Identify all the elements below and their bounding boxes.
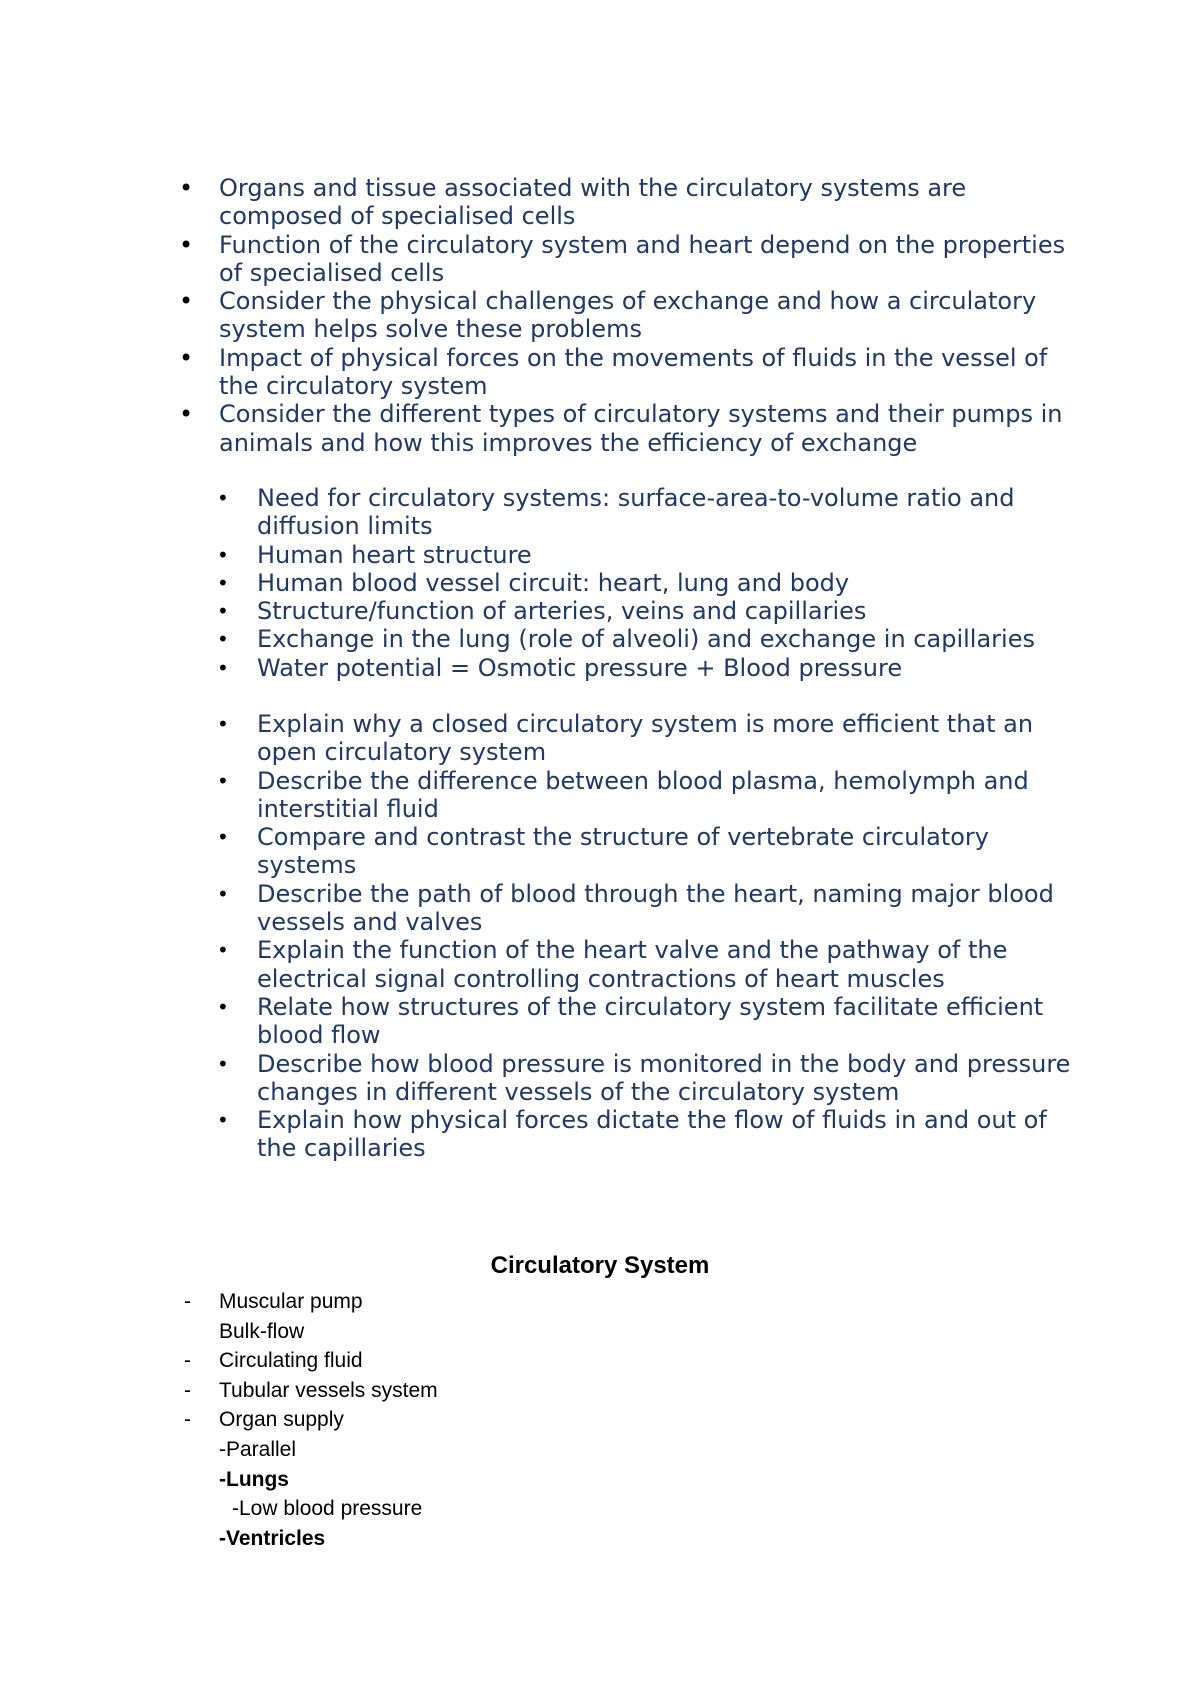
list-item <box>179 174 1079 231</box>
bullet-icon: • <box>217 994 229 1019</box>
list-item <box>217 766 1087 824</box>
topic-text: Structure/function of arteries, veins and capillaries <box>257 597 867 626</box>
note-text: -Low blood pressure <box>232 1497 423 1521</box>
note-text: -Parallel <box>219 1437 297 1461</box>
list-item <box>217 597 1087 626</box>
list-item <box>184 1346 884 1376</box>
bullet-icon: • <box>217 599 229 624</box>
bullet-icon: • <box>217 881 229 906</box>
list-item <box>184 1524 884 1554</box>
list-item <box>184 1317 884 1347</box>
objective-text: Consider the physical challenges of exchange and how a circulatory system helps solve these problems <box>219 287 1037 344</box>
task-text: Describe how blood pressure is monitored in the body and pressure changes in different vessels of the circulatory system <box>257 1049 1071 1106</box>
list-item <box>184 1494 884 1524</box>
objectives-list <box>179 174 1079 457</box>
notes-list <box>184 1287 884 1553</box>
list-item <box>217 879 1087 937</box>
bullet-icon: • <box>217 570 229 595</box>
bullet-icon: • <box>217 768 229 793</box>
bullet-icon: • <box>217 655 229 680</box>
list-item <box>217 625 1087 654</box>
topic-text: Human blood vessel circuit: heart, lung and body <box>257 568 850 597</box>
list-item <box>217 936 1087 993</box>
list-item <box>217 484 1087 541</box>
topic-text: Exchange in the lung (role of alveoli) and exchange in capillaries <box>257 625 1035 654</box>
note-text: Circulating fluid <box>219 1349 363 1373</box>
task-text: Explain the function of the heart valve and the pathway of the electrical signal controlling contractions of heart muscles <box>257 936 1008 993</box>
list-item <box>179 400 1079 457</box>
objective-text: Organs and tissue associated with the circulatory systems are composed of specialised cells <box>219 174 967 231</box>
list-item <box>184 1405 884 1435</box>
list-item <box>217 540 1087 569</box>
objective-text: Consider the different types of circulatory systems and their pumps in animals and how this improves the efficiency of exchange <box>219 400 1063 457</box>
dash-marker: - <box>184 1349 191 1373</box>
bullet-icon: • <box>217 542 229 567</box>
bullet-icon: • <box>217 1051 229 1076</box>
list-item <box>184 1435 884 1465</box>
list-item <box>184 1465 884 1495</box>
bullet-icon: • <box>179 343 194 372</box>
note-text: -Lungs <box>219 1467 289 1491</box>
topic-text: Need for circulatory systems: surface-area-to-volume ratio and diffusion limits <box>257 484 1015 541</box>
dash-marker: - <box>184 1378 191 1402</box>
task-text: Compare and contrast the structure of vertebrate circulatory systems <box>257 823 989 880</box>
bullet-icon: • <box>217 627 229 652</box>
bullet-icon: • <box>179 287 194 316</box>
bullet-icon: • <box>217 825 229 850</box>
bullet-icon: • <box>217 712 229 736</box>
bullet-icon: • <box>217 486 229 510</box>
dash-marker: - <box>184 1290 191 1313</box>
note-text: Bulk-flow <box>219 1319 305 1343</box>
list-item <box>217 992 1087 1050</box>
section-title: Circulatory System <box>490 1252 710 1279</box>
list-item <box>184 1287 884 1317</box>
list-item <box>179 230 1079 288</box>
list-item <box>217 568 1087 597</box>
topic-text: Human heart structure <box>257 540 532 569</box>
bullet-icon: • <box>179 400 194 429</box>
list-item <box>217 1049 1087 1107</box>
bullet-icon: • <box>179 174 194 202</box>
list-item <box>184 1376 884 1406</box>
task-text: Relate how structures of the circulatory system facilitate efficient blood flow <box>257 992 1044 1050</box>
task-text: Explain why a closed circulatory system is more efficient that an open circulatory system <box>257 710 1034 767</box>
list-item <box>179 343 1079 401</box>
topic-text: Water potential = Osmotic pressure + Blood pressure <box>257 653 903 682</box>
objective-text: Impact of physical forces on the movements of fluids in the vessel of the circulatory system <box>219 343 1048 401</box>
list-item <box>179 287 1079 344</box>
objective-text: Function of the circulatory system and heart depend on the properties of specialised cells <box>219 230 1066 287</box>
note-text: -Ventricles <box>219 1526 326 1550</box>
bullet-icon: • <box>217 1108 229 1133</box>
bullet-icon: • <box>217 938 229 963</box>
note-text: Organ supply <box>219 1408 344 1432</box>
topics-list <box>217 484 1087 682</box>
task-text: Explain how physical forces dictate the flow of fluids in and out of the capillaries <box>257 1106 1047 1163</box>
list-item <box>217 1106 1087 1163</box>
task-text: Describe the difference between blood plasma, hemolymph and interstitial fluid <box>257 766 1029 823</box>
task-text: Describe the path of blood through the heart, naming major blood vessels and valves <box>257 879 1054 937</box>
dash-marker: - <box>184 1408 191 1432</box>
tasks-list <box>217 710 1087 1163</box>
list-item <box>217 710 1087 767</box>
note-text: Tubular vessels system <box>219 1378 438 1402</box>
bullet-icon: • <box>179 230 194 259</box>
list-item <box>217 653 1087 682</box>
list-item <box>217 823 1087 880</box>
note-text: Muscular pump <box>219 1290 363 1313</box>
